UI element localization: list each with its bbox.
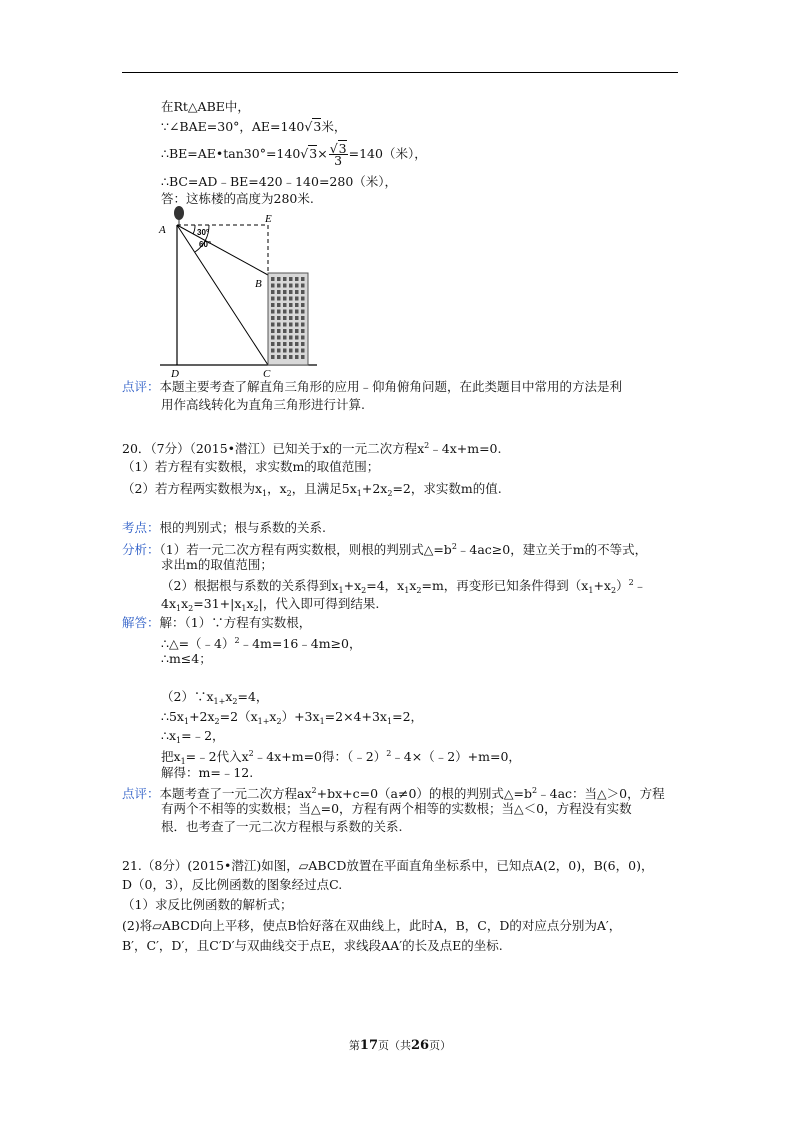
solution-line (161, 688, 268, 710)
sqrt-radicand: 3 (313, 119, 322, 134)
text: =2（x (219, 709, 258, 724)
text: 解得：m=﹣12. (161, 765, 254, 780)
fraction: $\frac{√3}{3}$ (329, 141, 347, 168)
text: （1）若一元二次方程有两实数根，则根的判别式△=b (159, 542, 452, 557)
subscript: 2 (286, 489, 292, 498)
question-part (122, 480, 502, 502)
label-d: D (171, 368, 179, 380)
superscript: 2 (424, 441, 430, 450)
label-e: E (265, 213, 272, 225)
subscript: 1 (180, 757, 186, 766)
analysis-line (161, 556, 273, 573)
sqrt-radicand: 3 (309, 146, 318, 161)
subscript: 2 (361, 586, 367, 595)
text: D（0，3），反比例函数的图象经过点C. (122, 877, 343, 892)
label-b: B (255, 278, 262, 290)
subscript: 1 (356, 489, 362, 498)
text: 本题考查了一元二次方程ax (159, 786, 312, 801)
text: 用作高线转化为直角三角形进行计算. (161, 397, 365, 412)
subscript: 2 (214, 717, 220, 726)
text: （1）求反比例函数的解析式； (122, 897, 293, 912)
text: ﹣4×（﹣2）+m=0， (391, 749, 521, 764)
text: ） (616, 578, 629, 593)
text: 20．（7分）（2015•潜江）已知关于x的一元二次方程x (122, 441, 425, 456)
text: 4x (161, 596, 177, 611)
question-part (122, 937, 503, 954)
review-line (122, 378, 622, 395)
sqrt-radicand: 3 (338, 141, 347, 156)
superscript: 2 (311, 786, 317, 795)
question-stem (122, 857, 653, 874)
text: 本题主要考查了解直角三角形的应用﹣仰角俯角问题，在此类题目中常用的方法是利 (159, 379, 623, 394)
text: 在Rt△ABE中， (161, 99, 250, 114)
solution-line (122, 614, 311, 631)
text: 有两个不相等的实数根；当△=0，方程有两个相等的实数根；当△＜0，方程没有实数 (161, 801, 632, 816)
text: 米， (321, 119, 347, 134)
text: ﹣4x+m=0得：（﹣2） (253, 749, 387, 764)
text: =4，x (366, 578, 405, 593)
question-stem (122, 437, 501, 457)
text: ﹣4ac≥0，建立关于m的不等式， (456, 542, 648, 557)
text: 页） (429, 1039, 452, 1052)
text: 解：（1）∵方程有实数根， (159, 615, 312, 630)
text: =﹣2代入x (185, 749, 249, 764)
text: =140（米）， (348, 146, 427, 161)
superscript: 2 (628, 578, 634, 587)
question-part (122, 896, 292, 913)
text: ∴x (161, 728, 177, 743)
solution-line (161, 632, 362, 652)
subscript: 1 (241, 604, 247, 613)
solution-tag: 解答： (122, 615, 160, 630)
review-line (161, 800, 632, 817)
page-footer (0, 1037, 800, 1053)
text: =2，求实数m的值. (392, 481, 502, 496)
review-line (161, 818, 402, 835)
header-rule (122, 72, 678, 73)
text: +2x (189, 709, 215, 724)
text: =2×4+3x (324, 709, 387, 724)
text: +2x (361, 481, 388, 496)
subscript: 2 (188, 604, 194, 613)
subscript: 2 (416, 586, 422, 595)
text: 把x (161, 749, 181, 764)
text: （2）根据根与系数的关系得到x (161, 578, 339, 593)
text: B′，C′，D′，且C′D′与双曲线交于点E，求线段AA′的长及点E的坐标. (122, 938, 503, 953)
text: （2）∵x (161, 689, 214, 704)
text: ∵∠BAE=30°，AE=140 (161, 119, 305, 134)
question-part (122, 458, 379, 475)
text: ﹣ (633, 578, 647, 593)
subscript: 1+ (213, 697, 226, 706)
text: x (269, 709, 277, 724)
text: x (225, 689, 233, 704)
text: ﹣4x+m=0. (429, 441, 502, 456)
text: +bx+c=0（a≠0）的根的判别式△=b (316, 786, 533, 801)
superscript: 2 (248, 749, 254, 758)
text: =4， (237, 689, 269, 704)
text: x (246, 596, 254, 611)
text: (2)将▱ABCD向上平移，使点B恰好落在双曲线上，此时A，B，C，D的对应点分别为A′， (122, 918, 622, 933)
text: ∴m≤4； (161, 651, 212, 666)
solution-line (161, 650, 212, 667)
total-pages: 26 (411, 1038, 430, 1053)
subscript: 1 (183, 717, 190, 726)
text: +x (343, 578, 362, 593)
label-a: A (159, 224, 166, 236)
solution-line (161, 173, 397, 190)
subscript: 2 (232, 697, 238, 706)
question-stem (122, 876, 342, 893)
text: （1）若方程有实数根，求实数m的取值范围； (122, 459, 380, 474)
superscript: 2 (451, 542, 457, 551)
review-tag: 点评： (122, 379, 160, 394)
question-part (122, 917, 621, 934)
building-icon (268, 273, 308, 365)
kaodian-tag: 考点： (122, 520, 160, 535)
kaodian-line (122, 519, 326, 536)
label-c: C (263, 368, 271, 380)
text: 求出m的取值范围； (161, 557, 273, 572)
text: +x (593, 578, 611, 593)
solution-line: ∴BE=AE•tan30°=140√3× $\frac{√3}{3}$ =140（米）， (161, 141, 427, 168)
angle-30-label: 30° (197, 228, 210, 237)
text: =2， (392, 709, 424, 724)
superscript: 2 (532, 786, 538, 795)
text: x (409, 578, 417, 593)
text: 答：这栋楼的高度为280米. (161, 191, 314, 206)
text: ﹣4m=16﹣4m≥0， (239, 636, 362, 651)
subscript: 2 (276, 717, 282, 726)
text: × (317, 146, 328, 161)
subscript: 1 (387, 717, 393, 726)
text: ∴5x (161, 709, 184, 724)
denominator: 3 (334, 153, 343, 168)
solution-line (161, 98, 250, 115)
review-tag: 点评： (122, 786, 160, 801)
page-number: 17 (359, 1038, 378, 1053)
text: x (181, 596, 189, 611)
text: （2）若方程两实数根为x (122, 481, 263, 496)
text: =m，再变形已知条件得到（x (421, 578, 589, 593)
superscript: 2 (386, 749, 392, 758)
solution-line (161, 764, 253, 781)
subscript: 1+ (257, 717, 270, 726)
text: ）+3x (281, 709, 320, 724)
review-line (161, 396, 365, 413)
solution-line: ∵∠BAE=30°，AE=140√3米， (161, 119, 347, 134)
text: ∴BC=AD﹣BE=420﹣140=280（米）， (161, 174, 398, 189)
subscript: 1 (319, 717, 325, 726)
text: ﹣4ac：当△＞0，方程 (537, 786, 665, 801)
analysis-tag: 分析： (122, 542, 160, 557)
analysis-line (122, 538, 647, 558)
text: 根．也考查了一元二次方程根与系数的关系. (161, 819, 403, 834)
balloon-icon (174, 206, 184, 225)
text: =31+|x (193, 596, 242, 611)
text: ，且满足5x (291, 481, 357, 496)
text: 第 (348, 1039, 360, 1052)
text: |，代入即可得到结果. (258, 596, 380, 611)
subscript: 2 (387, 489, 393, 498)
text: =﹣2， (181, 728, 225, 743)
text: ∴△=（﹣4） (161, 636, 235, 651)
text: 页（共 (378, 1039, 411, 1052)
balloon-building-figure (155, 205, 335, 380)
text: 根的判别式；根与系数的关系. (159, 520, 326, 535)
text: 21.（8分）(2015•潜江)如图，▱ABCD放置在平面直角坐标系中，已知点A(2，0)，B(6，0)， (122, 858, 654, 873)
subscript: 1 (262, 489, 268, 498)
subscript: 2 (610, 586, 617, 595)
angle-60-label: 60° (199, 240, 212, 249)
text: ∴BE=AE•tan30°=140 (161, 146, 301, 161)
subscript: 1 (176, 604, 182, 613)
subscript: 1 (338, 586, 344, 595)
review-line (122, 782, 665, 802)
superscript: 2 (234, 636, 240, 645)
subscript: 2 (253, 604, 259, 613)
subscript: 1 (588, 586, 594, 595)
text: ，x (267, 481, 287, 496)
subscript: 1 (404, 586, 410, 595)
subscript: 1 (176, 736, 182, 745)
